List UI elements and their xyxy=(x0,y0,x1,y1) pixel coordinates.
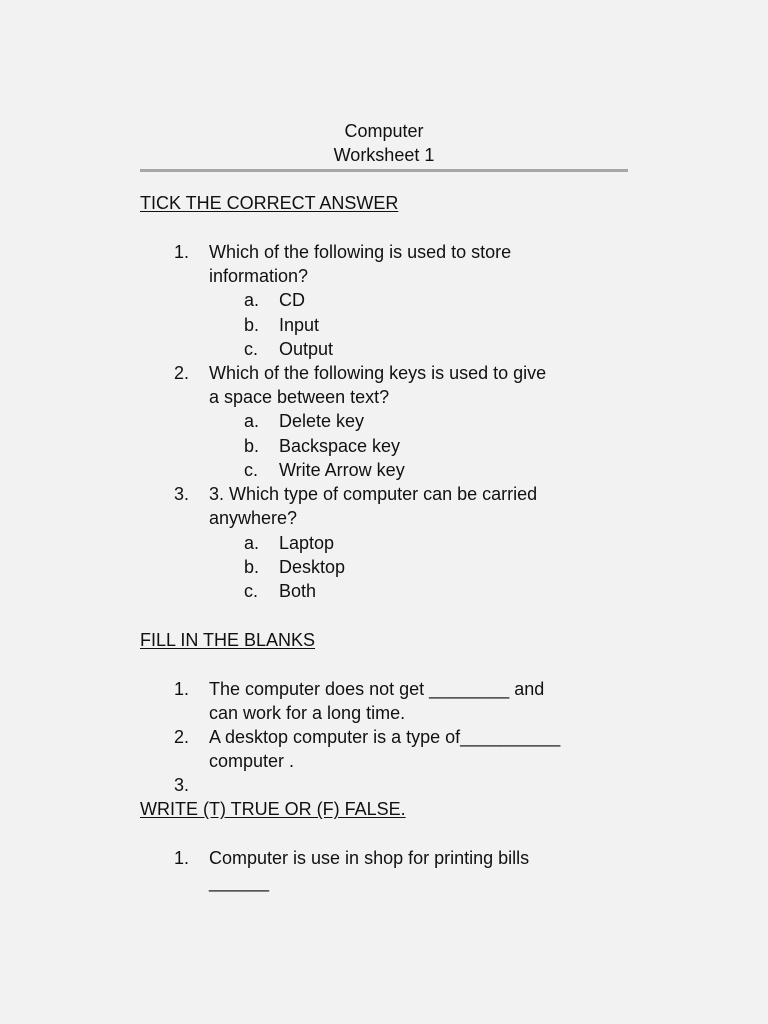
question-number: 2. xyxy=(174,363,190,383)
option-letter: b. xyxy=(244,436,260,456)
worksheet-subtitle: Worksheet 1 xyxy=(333,145,435,165)
option-letter: c. xyxy=(244,460,259,480)
option-text: Backspace key xyxy=(279,436,401,456)
answer-blank: ______ xyxy=(209,872,270,892)
option-letter: a. xyxy=(244,411,260,431)
question-text-continued: anywhere? xyxy=(209,508,298,528)
question-number: 3. xyxy=(174,484,190,504)
option-letter: b. xyxy=(244,315,260,335)
worksheet-title: Computer xyxy=(344,121,424,141)
option-text: Output xyxy=(279,339,334,359)
question-text-continued: computer . xyxy=(209,751,295,771)
question-text: A desktop computer is a type of__________ xyxy=(209,727,561,747)
question-number: 1. xyxy=(174,242,190,262)
question-text: The computer does not get ________ and xyxy=(209,679,545,699)
question-text-continued: a space between text? xyxy=(209,387,390,407)
question-text: Computer is use in shop for printing bills xyxy=(209,848,530,868)
option-text: CD xyxy=(279,290,305,310)
option-text: Desktop xyxy=(279,557,346,577)
section-heading-true-false: WRITE (T) TRUE OR (F) FALSE. xyxy=(140,799,406,819)
section-heading-fill: FILL IN THE BLANKS xyxy=(140,630,316,650)
question-text-continued: can work for a long time. xyxy=(209,703,406,723)
question-number: 3. xyxy=(174,775,190,795)
title-divider xyxy=(140,169,628,172)
option-text: Input xyxy=(279,315,320,335)
option-text: Laptop xyxy=(279,533,335,553)
question-text: 3. Which type of computer can be carried xyxy=(209,484,538,504)
question-text: Which of the following keys is used to give xyxy=(209,363,547,383)
question-number: 1. xyxy=(174,848,190,868)
option-text: Both xyxy=(279,581,317,601)
question-number: 1. xyxy=(174,679,190,699)
section-heading-tick: TICK THE CORRECT ANSWER xyxy=(140,193,399,213)
option-text: Write Arrow key xyxy=(279,460,405,480)
question-text-continued: information? xyxy=(209,266,309,286)
option-letter: c. xyxy=(244,581,259,601)
option-text: Delete key xyxy=(279,411,365,431)
question-text: Which of the following is used to store xyxy=(209,242,512,262)
option-letter: c. xyxy=(244,339,259,359)
option-letter: a. xyxy=(244,290,260,310)
option-letter: a. xyxy=(244,533,260,553)
option-letter: b. xyxy=(244,557,260,577)
question-number: 2. xyxy=(174,727,190,747)
